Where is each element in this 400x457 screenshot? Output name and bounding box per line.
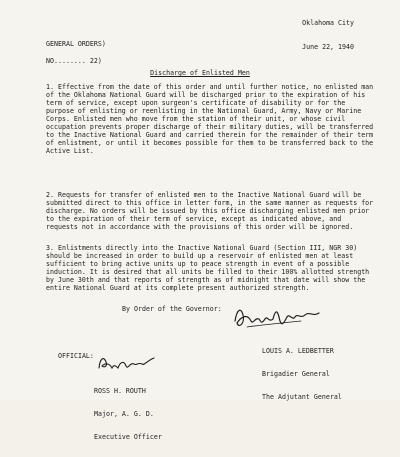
signatory-block [262,333,342,417]
paragraph-2: 2. Requests for transfer of enlisted men to the Inactive National Guard will be submitted direct to this office in letter form, in the same manner as requests for discharge. No orders will be issued by this office discharging enlisted men prior to the expiration of their term of service, except as indicated above, and requests not in accordance with the provisions of this order will be ignored. [46,191,374,231]
dateline-date: June 22, 1940 [302,43,354,51]
signatory-name: LOUIS A. LEDBETTER [262,347,334,356]
adjutant-general-signature [231,301,323,335]
official-block [94,373,162,457]
order-number: NO........ 22) [46,57,102,65]
general-orders-label: GENERAL ORDERS) [46,40,106,48]
official-rank: Major, A. G. D. [94,409,154,418]
paragraph-1: 1. Effective from the date of this order and until further notice, no enlisted man of the Oklahoma National Guard will be discharged prior to the expiration of his term of service, except upon surgeon's certificate of disability or for the purpose of enlisting or reenlisting in the National Guard, Army, Navy or Marine Corps. Enlisted men who move from the station of their unit, or whose civil occupation prevents proper discharge of their military duties, will be transferred to the Inactive National Guard and carried therein for the remainder of their term of enlistment, or until it becomes possible for them to be transferred back to the Active List. [46,83,374,155]
official-title: Executive Officer [94,432,162,441]
dateline-city: Oklahoma City [302,19,354,27]
official-name: ROSS H. ROUTH [94,387,146,396]
executive-officer-signature [96,352,158,374]
document-title: Discharge of Enlisted Men [150,69,250,77]
dateline [302,3,354,67]
signatory-rank: Brigadier General [262,369,330,378]
paragraph-3: 3. Enlistments directly into the Inactive National Guard (Section III, NGR 30) should be increased in order to build up a reservoir of enlisted men at least sufficient to bring active units up to peace strength in event of a possible induction. It is desired that all units be filled to their 100% allotted strength by June 30th and that reports of strength as of midnight that date will show the entire National Guard at its complete present authorized strength. [46,244,370,292]
signatory-title: The Adjutant General [262,392,342,401]
official-label: OFFICIAL: [58,352,94,360]
by-order-line: By Order of the Governor: [122,305,222,313]
